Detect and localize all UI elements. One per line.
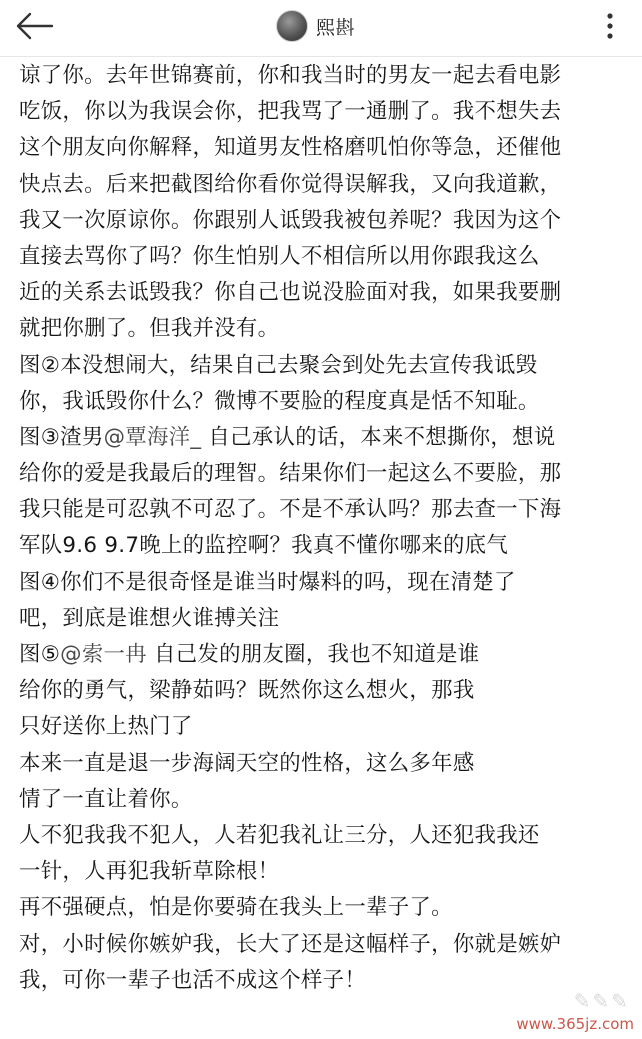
post-line: 我只能是可忍孰不可忍了。不是不承认吗？那去查一下海: [19, 497, 562, 523]
back-button[interactable]: [10, 6, 58, 46]
post-line: 吧，到底是谁想火谁搏关注: [19, 605, 280, 631]
post-line: 图②本没想闹大，结果自己去聚会到处先去宣传我诋毁: [19, 352, 538, 378]
post-line: 吃饭，你以为我误会你，把我骂了一通删了。我不想失去: [19, 99, 562, 125]
avatar[interactable]: [276, 10, 308, 42]
post-line: [19, 420, 634, 456]
post-content: [19, 58, 634, 999]
vertical-dots-icon: [605, 11, 615, 41]
post-line: 图④你们不是很奇怪是谁当时爆料的吗，现在清楚了: [19, 569, 516, 595]
post-line: 我，可你一辈子也活不成这个样子！: [19, 967, 367, 993]
post-line: 只好送你上热门了: [19, 714, 193, 740]
mention-link[interactable]: @覃海洋_: [103, 424, 202, 450]
watermark-url: www.365jz.com: [516, 1015, 634, 1033]
post-line: 军队9.6 9.7晚上的监控啊？我真不懂你哪来的底气: [19, 533, 509, 559]
top-nav-bar: [0, 0, 642, 57]
post-line: 你，我诋毁你什么？微博不要脸的程度真是恬不知耻。: [19, 388, 540, 414]
post-line: 就把你删了。但我并没有。: [19, 316, 280, 342]
user-info[interactable]: [276, 6, 355, 46]
post-line: 这个朋友向你解释，知道男友性格磨叽怕你等急，还催他: [19, 135, 562, 161]
mention-link[interactable]: @索一冉: [60, 642, 147, 667]
post-line: 给你的勇气，梁静茹吗？既然你这么想火，那我: [19, 678, 475, 704]
post-line: 本来一直是退一步海阔天空的性格，这么多年感: [19, 750, 475, 776]
post-line: 情了一直让着你。: [19, 786, 193, 812]
post-line: 对，小时候你嫉妒我，长大了还是这幅样子，你就是嫉妒: [19, 931, 562, 957]
post-line: 近的关系去诋毁我？你自己也说没脸面对我，如果我要删: [19, 280, 562, 306]
post-line: 谅了你。去年世锦赛前，你和我当时的男友一起去看电影: [19, 63, 562, 88]
line-text: 自己承认的话，本来不想撕你，想说: [201, 424, 556, 450]
post-line: 再不强硬点，怕是你要骑在我头上一辈子了。: [19, 895, 453, 921]
username[interactable]: 熙斟: [316, 16, 356, 39]
watermark-logo: ✎✎✎: [573, 989, 630, 1013]
line-text: 图③渣男: [19, 424, 104, 450]
line-text: 自己发的朋友圈，我也不知道是谁: [146, 642, 480, 667]
line-text: 图⑤: [19, 642, 61, 667]
post-line: 我又一次原谅你。你跟别人诋毁我被包养呢？我因为这个: [19, 207, 562, 233]
post-line: 给你的爱是我最后的理智。结果你们一起这么不要脸，那: [19, 461, 562, 487]
post-line: [19, 637, 634, 673]
post-line: 快点去。后来把截图给你看你觉得误解我，又向我道歉，: [19, 171, 562, 197]
post-line: 人不犯我我不犯人，人若犯我礼让三分，人还犯我我还: [19, 822, 540, 848]
more-options-button[interactable]: [590, 6, 630, 46]
arrow-left-icon: [14, 11, 54, 41]
post-line: 一针，人再犯我斩草除根！: [19, 859, 280, 885]
post-line: 直接去骂你了吗？你生怕别人不相信所以用你跟我这么: [19, 243, 540, 269]
